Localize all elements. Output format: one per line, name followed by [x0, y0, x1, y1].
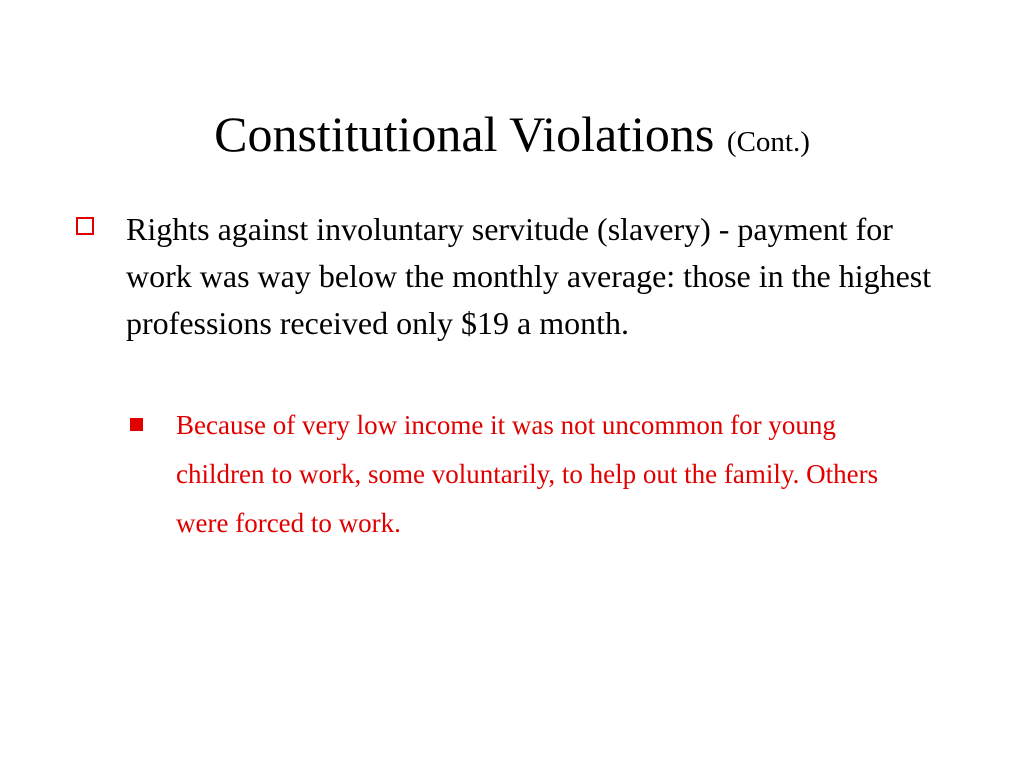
bullet-text: Rights against involuntary servitude (slavery) - payment for work was way below the monthly average: those in the highest professions received only $19 a month.: [126, 211, 932, 341]
filled-square-bullet-icon: [130, 418, 143, 431]
slide-title: [0, 104, 1024, 172]
sub-bullet-item: [130, 401, 930, 548]
slide-title-suffix: (Cont.): [726, 126, 810, 158]
slide-title-text: Constitutional Violations: [214, 106, 715, 162]
hollow-square-bullet-icon: [76, 217, 94, 235]
sub-bullet-text: Because of very low income it was not uncommon for young children to work, some voluntarily, to help out the family. Others were forced to work.: [176, 410, 879, 538]
bullet-item: [76, 206, 936, 347]
